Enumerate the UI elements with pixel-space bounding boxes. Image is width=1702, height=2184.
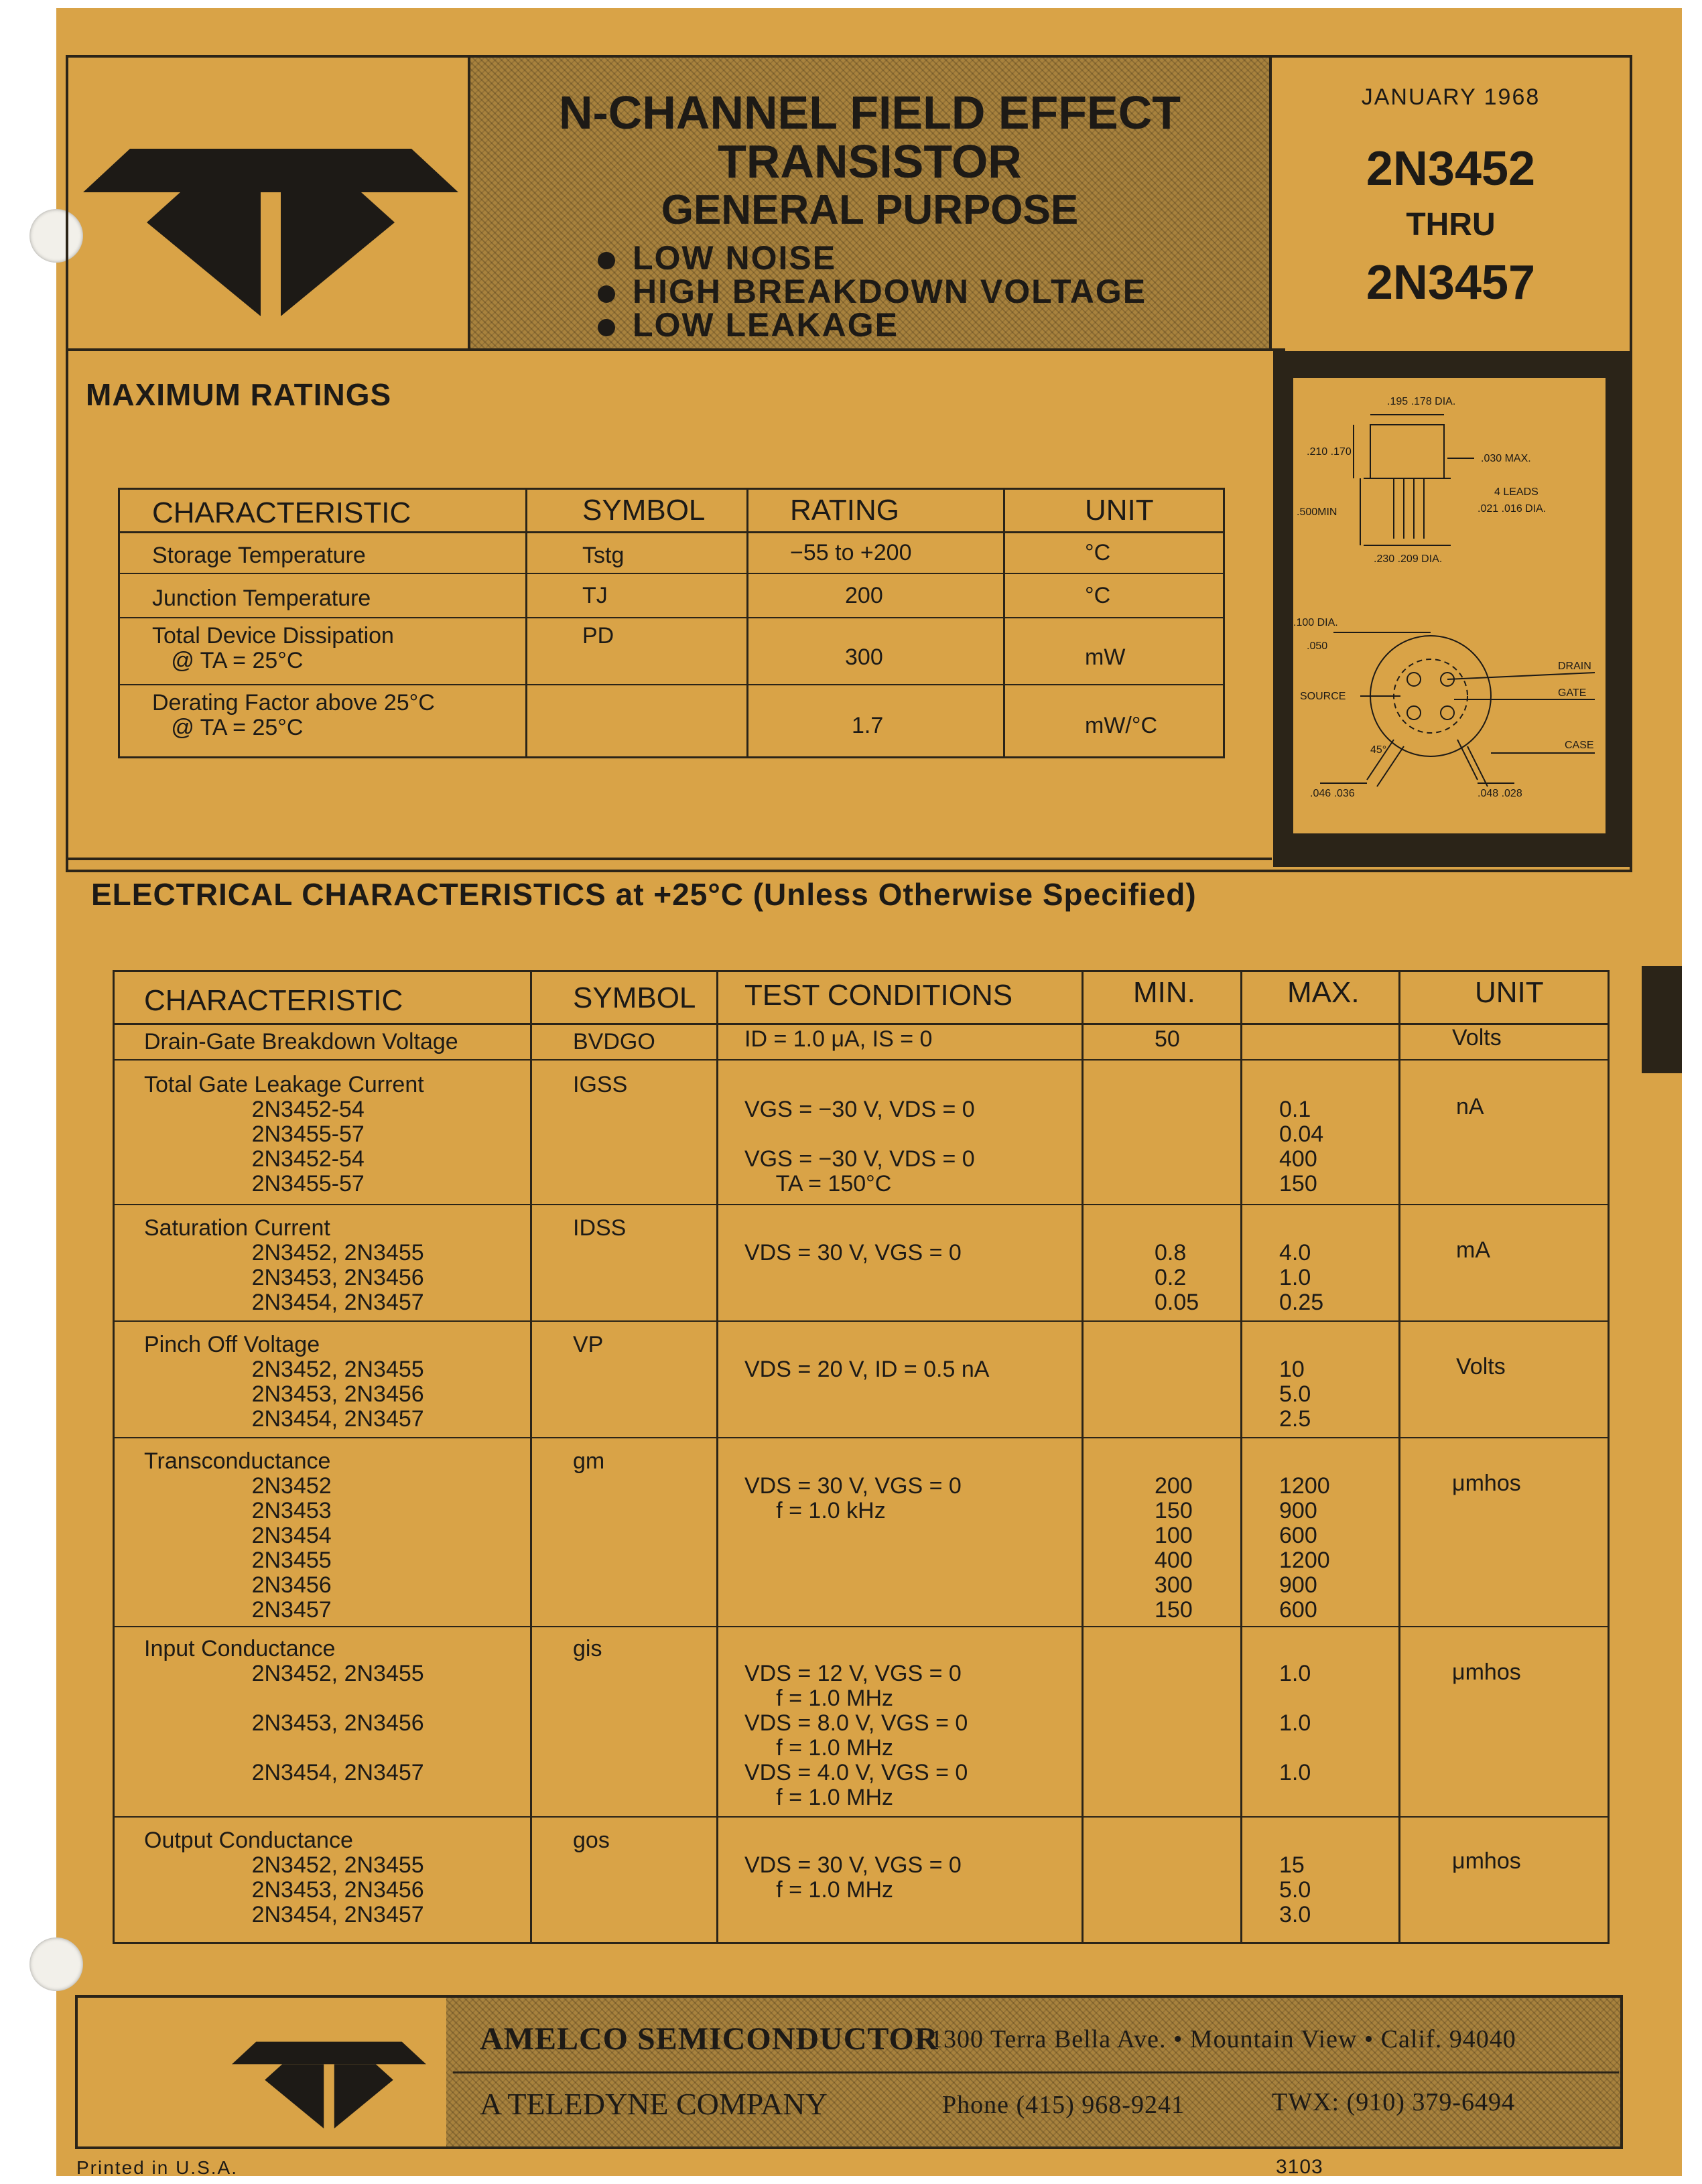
table-cell: VGS = −30 V, VDS = 0 VGS = −30 V, VDS = 0 TA = 150°C [744, 1097, 975, 1197]
dim-rim: .030 MAX. [1481, 453, 1531, 464]
bullet-icon [598, 252, 615, 269]
table-cell: VP [573, 1332, 604, 1357]
table-cell: Derating Factor above 25°C @ TA = 25°C [152, 690, 435, 740]
table-cell: Saturation Current 2N3452, 2N3455 2N3453, 2N3456 2N3454, 2N3457 [144, 1215, 424, 1315]
feature-item: HIGH BREAKDOWN VOLTAGE [598, 272, 1147, 311]
table-cell: gm [573, 1448, 605, 1474]
table-cell: IDSS [573, 1215, 627, 1241]
table-cell: Input Conductance 2N3452, 2N3455 2N3453, 2N3456 2N3454, 2N3457 [144, 1636, 424, 1785]
table-cell: BVDGO [573, 1029, 655, 1054]
col-header: MAX. [1287, 976, 1360, 1009]
table-cell: VDS = 12 V, VGS = 0 f = 1.0 MHz VDS = 8.0 V, VGS = 0 f = 1.0 MHz VDS = 4.0 V, VGS = 0 f = 1.0 MHz [744, 1661, 968, 1810]
table-cell: 10 5.0 2.5 [1279, 1357, 1311, 1432]
table-cell: °C [1085, 540, 1111, 565]
table-cell: Volts [1452, 1025, 1502, 1050]
pin-drain-label: DRAIN [1558, 661, 1591, 672]
edge-tab [1642, 966, 1682, 1073]
dim-tab-b: .048 .028 [1478, 788, 1522, 799]
package-outline [1273, 351, 1632, 867]
document-number: 3103 [1276, 2156, 1323, 2178]
table-cell: Total Gate Leakage Current 2N3452-54 2N3455-57 2N3452-54 2N3455-57 [144, 1072, 424, 1197]
datasheet-page [56, 8, 1682, 2176]
dim-angle: 45° [1370, 744, 1387, 756]
table-cell: 0.1 0.04 400 150 [1279, 1097, 1324, 1197]
table-cell: −55 to +200 [790, 540, 912, 565]
twx-number: TWX: (910) 379-6494 [1272, 2088, 1516, 2116]
bullet-icon [598, 285, 615, 303]
table-cell: Drain-Gate Breakdown Voltage [144, 1029, 458, 1054]
company-address: 1300 Terra Bella Ave. • Mountain View • Calif. 94040 [930, 2025, 1516, 2053]
table-cell: 50 [1155, 1026, 1180, 1052]
dim-lead-dia: .021 .016 DIA. [1478, 503, 1547, 515]
table-cell: Transconductance 2N3452 2N3453 2N3454 2N3455 2N3456 2N3457 [144, 1448, 332, 1623]
table-cell: Tstg [582, 543, 625, 568]
table-cell: 15 5.0 3.0 [1279, 1852, 1311, 1927]
table-cell: mW [1085, 644, 1126, 670]
row-divider [120, 531, 1223, 533]
table-cell: mW/°C [1085, 713, 1158, 738]
col-header: UNIT [1475, 976, 1544, 1009]
row-divider [120, 617, 1223, 618]
col-divider [1240, 972, 1242, 1942]
col-header: SYMBOL [582, 494, 706, 527]
table-cell: Junction Temperature [152, 586, 371, 611]
footer-rule [453, 2071, 1619, 2073]
col-divider [1003, 490, 1005, 756]
feature-item: LOW NOISE [598, 238, 836, 277]
table-cell: VDS = 30 V, VGS = 0 f = 1.0 kHz [744, 1473, 962, 1523]
pin-source-label: SOURCE [1300, 691, 1346, 702]
row-divider [115, 1626, 1608, 1627]
parent-company: A TELEDYNE COMPANY [480, 2087, 828, 2121]
row-divider [115, 1320, 1608, 1322]
footer-frame [75, 1995, 1623, 2149]
row-divider [115, 1816, 1608, 1818]
table-cell: VDS = 30 V, VGS = 0 f = 1.0 MHz [744, 1852, 962, 1903]
row-divider [115, 1437, 1608, 1438]
row-divider [115, 1023, 1608, 1025]
table-cell: PD [582, 623, 614, 649]
punch-hole-bottom [29, 1937, 83, 1991]
electrical-heading: ELECTRICAL CHARACTERISTICS at +25°C (Unless Otherwise Specified) [91, 877, 1197, 912]
feature-item: LOW LEAKAGE [598, 305, 899, 344]
row-divider [115, 1059, 1608, 1061]
table-cell: μmhos [1452, 1471, 1521, 1496]
teledyne-logo-icon [232, 2025, 426, 2132]
title-line-2: TRANSISTOR [718, 135, 1022, 188]
pin-gate-label: GATE [1558, 687, 1587, 699]
table-cell: 300 [845, 644, 883, 670]
table-cell: mA [1456, 1237, 1490, 1263]
dim-pin-circle: .100 DIA. [1293, 617, 1338, 628]
pin-case-label: CASE [1565, 740, 1594, 751]
table-cell: ID = 1.0 μA, IS = 0 [744, 1026, 933, 1052]
table-cell: Volts [1456, 1354, 1506, 1379]
col-header: RATING [790, 494, 899, 527]
table-cell: μmhos [1452, 1848, 1521, 1874]
printed-notice: Printed in U.S.A. [76, 2157, 238, 2178]
col-header: UNIT [1085, 494, 1154, 527]
table-cell: Storage Temperature [152, 543, 366, 568]
table-cell: 1.0 1.0 1.0 [1279, 1661, 1311, 1785]
table-cell: 1200 900 600 1200 900 600 [1279, 1473, 1330, 1623]
package-inner [1293, 378, 1606, 833]
to-72-package-drawing [1293, 378, 1606, 833]
row-divider [115, 1204, 1608, 1205]
row-divider [120, 684, 1223, 685]
col-header: MIN. [1133, 976, 1195, 1009]
max-ratings-table [118, 488, 1225, 758]
dim-pin-offset: .050 [1307, 640, 1328, 652]
col-divider [530, 972, 532, 1942]
table-cell: gis [573, 1636, 602, 1661]
table-cell: VDS = 30 V, VGS = 0 [744, 1240, 962, 1266]
table-cell: nA [1456, 1094, 1484, 1119]
col-divider [1398, 972, 1400, 1942]
table-cell: 1.7 [852, 713, 884, 738]
dim-lead-length: .500MIN [1297, 506, 1337, 518]
dim-height: .210 .170 [1307, 446, 1352, 458]
thru-label: THRU [1406, 207, 1496, 243]
part-to: 2N3457 [1366, 256, 1536, 310]
table-cell: VDS = 20 V, ID = 0.5 nA [744, 1357, 990, 1382]
table-cell: TJ [582, 583, 608, 608]
electrical-table [113, 970, 1610, 1944]
col-header: SYMBOL [573, 981, 696, 1014]
table-cell: 200 150 100 400 300 150 [1155, 1473, 1193, 1623]
header-divider [66, 348, 1285, 351]
table-cell: Total Device Dissipation @ TA = 25°C [152, 623, 394, 673]
dim-base-dia: .230 .209 DIA. [1374, 553, 1443, 565]
col-divider [716, 972, 718, 1942]
release-date: JANUARY 1968 [1361, 84, 1541, 110]
table-cell: °C [1085, 583, 1111, 608]
section-divider [66, 858, 1272, 860]
table-cell: Output Conductance 2N3452, 2N3455 2N3453, 2N3456 2N3454, 2N3457 [144, 1828, 424, 1927]
col-header: TEST CONDITIONS [744, 979, 1013, 1012]
bullet-icon [598, 319, 615, 336]
teledyne-logo-icon [83, 122, 458, 316]
title-line-1: N-CHANNEL FIELD EFFECT [558, 86, 1181, 139]
table-cell: Pinch Off Voltage 2N3452, 2N3455 2N3453, 2N3456 2N3454, 2N3457 [144, 1332, 424, 1432]
table-cell: 4.0 1.0 0.25 [1279, 1240, 1324, 1315]
col-divider [525, 490, 527, 756]
col-divider [1082, 972, 1084, 1942]
company-name: AMELCO SEMICONDUCTOR [480, 2021, 939, 2057]
part-number-block [1272, 58, 1630, 348]
table-cell: 0.8 0.2 0.05 [1155, 1240, 1199, 1315]
table-cell: gos [573, 1828, 610, 1853]
table-cell: 200 [845, 583, 883, 608]
title-block [470, 58, 1269, 348]
teledyne-logo [83, 122, 458, 316]
col-header: CHARACTERISTIC [144, 984, 403, 1017]
dim-tab-a: .046 .036 [1310, 788, 1355, 799]
phone-number: Phone (415) 968-9241 [942, 2091, 1185, 2119]
table-cell: IGSS [573, 1072, 628, 1097]
col-header: CHARACTERISTIC [152, 496, 411, 529]
max-ratings-heading: MAXIMUM RATINGS [86, 377, 392, 412]
row-divider [120, 573, 1223, 574]
part-from: 2N3452 [1366, 142, 1536, 196]
dim-cap-dia: .195 .178 DIA. [1387, 396, 1456, 407]
title-line-3: GENERAL PURPOSE [661, 187, 1079, 233]
table-cell: μmhos [1452, 1659, 1521, 1685]
col-divider [746, 490, 748, 756]
footer-logo [232, 2025, 426, 2132]
dim-leads: 4 LEADS [1494, 486, 1539, 498]
